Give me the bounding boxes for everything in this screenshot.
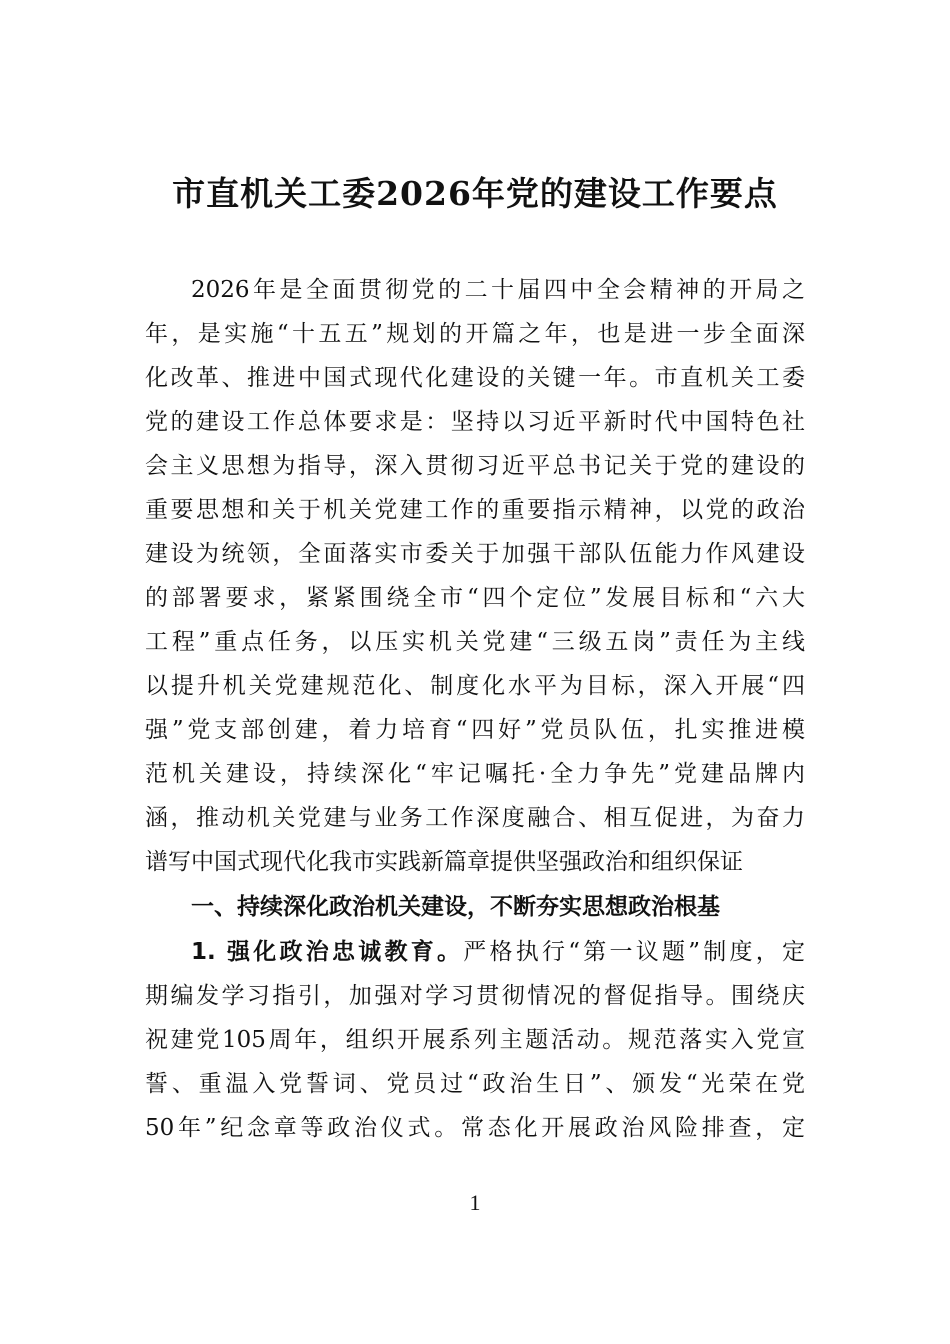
paragraph-line: 建设为统领，全面落实市委关于加强干部队伍能力作风建设 [145, 541, 805, 567]
paragraph-line: 重要思想和关于机关党建工作的重要指示精神，以党的政治 [145, 497, 805, 523]
paragraph-line: 期编发学习指引，加强对学习贯彻情况的督促指导。围绕庆 [145, 983, 805, 1009]
paragraph-line: 化改革、推进中国式现代化建设的关键一年。市直机关工委 [145, 365, 805, 391]
paragraph-line: 谱写中国式现代化我市实践新篇章提供坚强政治和组织保证 [145, 849, 743, 875]
paragraph-line: 2026年是全面贯彻党的二十届四中全会精神的开局之 [191, 277, 805, 303]
paragraph-line: 会主义思想为指导，深入贯彻习近平总书记关于党的建设的 [145, 453, 805, 479]
paragraph-line: 工程”重点任务，以压实机关党建“三级五岗”责任为主线 [145, 629, 805, 655]
paragraph-line: 誓、重温入党誓词、党员过“政治生日”、颁发“光荣在党 [145, 1071, 805, 1097]
paragraph-line: 以提升机关党建规范化、制度化水平为目标，深入开展“四 [145, 673, 805, 699]
paragraph-line: 年，是实施“十五五”规划的开篇之年，也是进一步全面深 [145, 321, 805, 347]
document-title: 市直机关工委2026年党的建设工作要点 [172, 174, 778, 213]
item-1-first-line-text: 严格执行“第一议题”制度，定 [463, 939, 805, 965]
paragraph-line: 的部署要求，紧紧围绕全市“四个定位”发展目标和“六大 [145, 585, 805, 611]
item-1-lead: 1. 强化政治忠诚教育。 [191, 939, 464, 965]
document-body [145, 268, 805, 1150]
paragraph-line: 50年”纪念章等政治仪式。常态化开展政治风险排查，定 [145, 1115, 805, 1141]
paragraph-line: 党的建设工作总体要求是：坚持以习近平新时代中国特色社 [145, 409, 805, 435]
paragraph-line: 涵，推动机关党建与业务工作深度融合、相互促进，为奋力 [145, 805, 805, 831]
paragraph-line: 祝建党105周年，组织开展系列主题活动。规范落实入党宣 [145, 1027, 805, 1053]
section-heading: 一、持续深化政治机关建设，不断夯实思想政治根基 [191, 894, 720, 920]
paragraph-line: 范机关建设，持续深化“牢记嘱托·全力争先”党建品牌内 [145, 761, 805, 787]
paragraph-line: 强”党支部创建，着力培育“四好”党员队伍，扎实推进模 [145, 717, 805, 743]
item-1-first-line [145, 930, 805, 974]
page-number: 1 [469, 1190, 481, 1215]
